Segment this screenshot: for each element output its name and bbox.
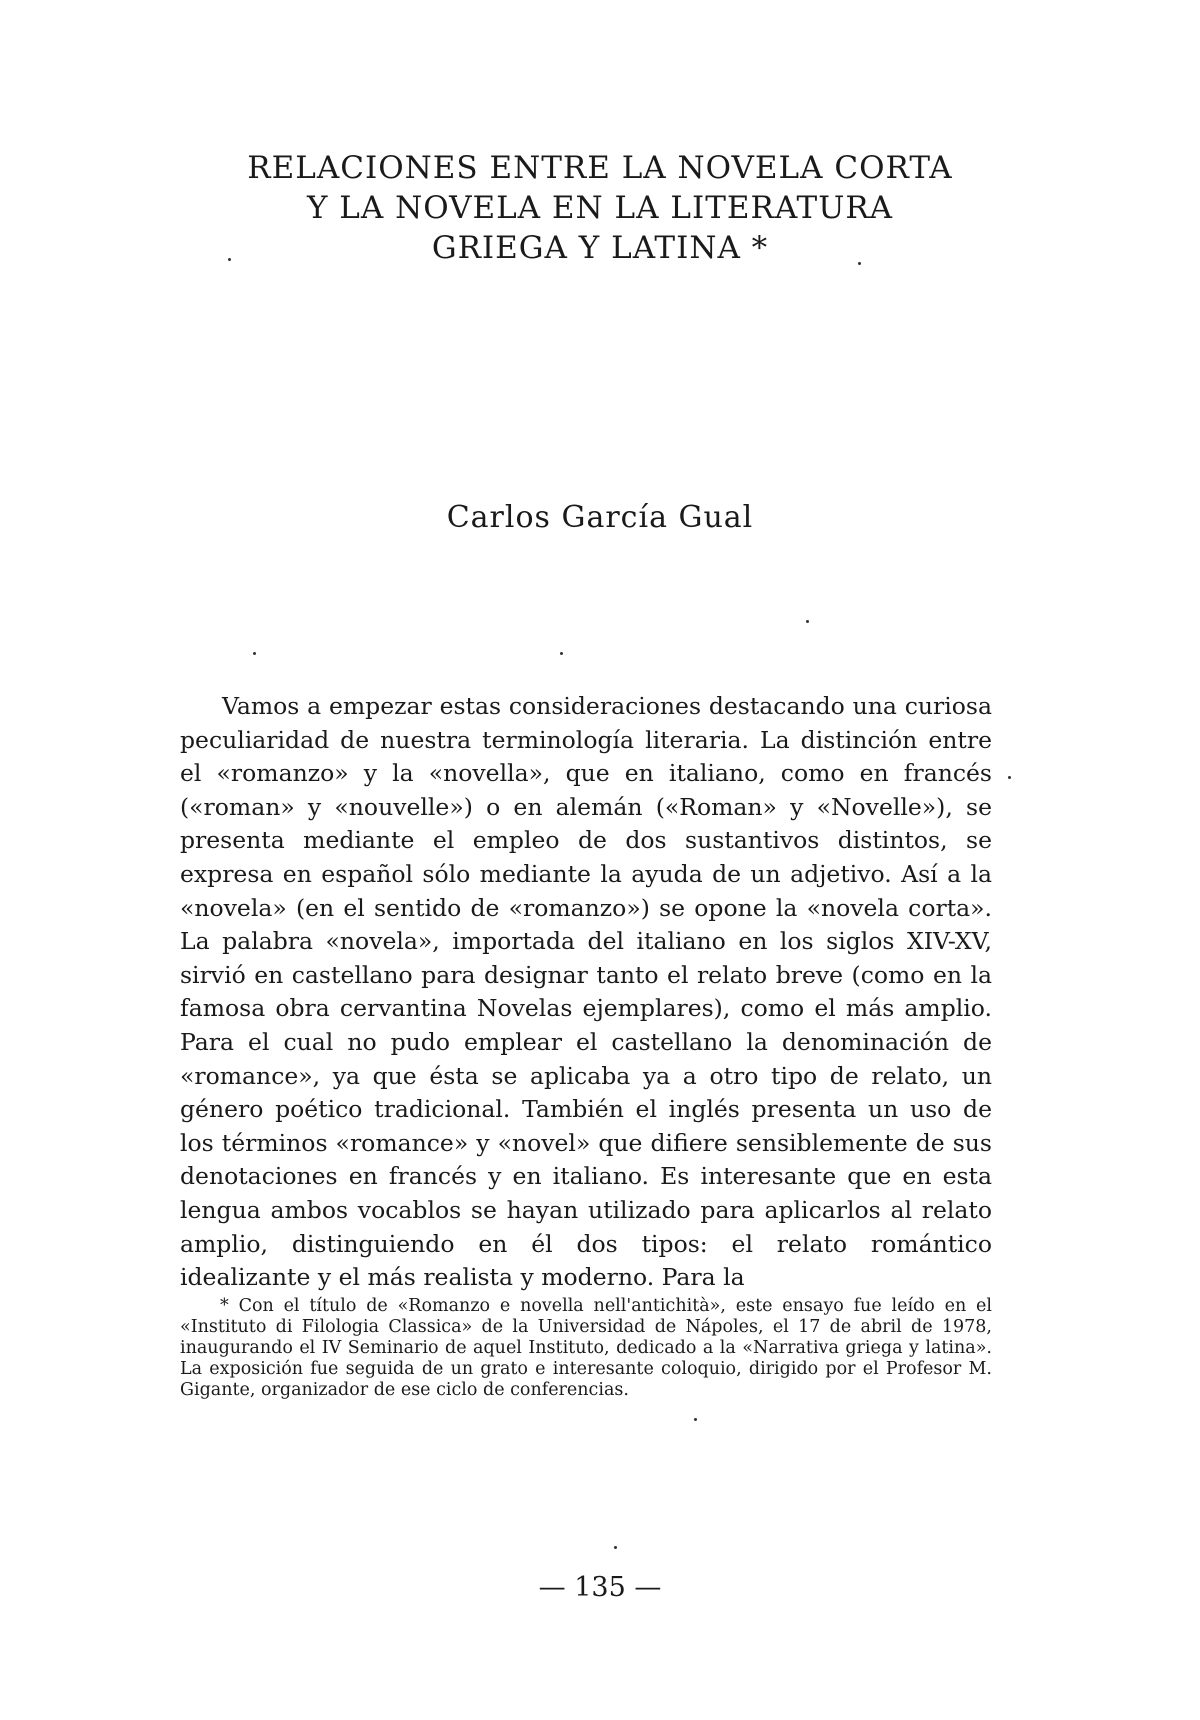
body-text [180, 690, 992, 1295]
footnote-text: * Con el título de «Romanzo e novella nell'antichità», este ensayo fue leído en el «Instituto di Filologia Classica» de la Universidad de Nápoles, el 17 de abril de 1978, inaugurando el IV Seminario de aquel Instituto, dedicado a la «Narrativa griega y latina». La exposición fue seguida de un grato e interesante coloquio, dirigido por el Profesor M. Gigante, organizador de ese ciclo de conferencias. [180, 1296, 992, 1400]
scan-speck [858, 262, 861, 265]
title-line-1: RELACIONES ENTRE LA NOVELA CORTA [247, 150, 953, 186]
article-title [0, 148, 1200, 268]
title-line-2: Y LA NOVELA EN LA LITERATURA [306, 190, 894, 226]
scan-speck [1008, 776, 1011, 779]
scan-speck [614, 1546, 617, 1549]
scan-speck [694, 1418, 697, 1421]
scan-speck [228, 258, 231, 261]
scan-speck [806, 620, 809, 623]
body-paragraph: Vamos a empezar estas consideraciones destacando una curiosa peculiaridad de nuestra terminología literaria. La distinción entre el «romanzo» y la «novella», que en italiano, como en francés («roman» y «nouvelle») o en alemán («Roman» y «Novelle»), se presenta mediante el empleo de dos sustantivos distintos, se expresa en español sólo mediante la ayuda de un adjetivo. Así a la «novela» (en el sentido de «romanzo») se opone la «novela corta». La palabra «novela», importada del italiano en los siglos XIV-XV, sirvió en castellano para designar tanto el relato breve (como en la famosa obra cervantina Novelas ejemplares), como el más amplio. Para el cual no pudo emplear el castellano la denominación de «romance», ya que ésta se aplicaba ya a otro tipo de relato, un género poético tradicional. También el inglés presenta un uso de los términos «romance» y «novel» que difiere sensiblemente de sus denotaciones en francés y en italiano. Es interesante que en esta lengua ambos vocablos se hayan utilizado para aplicarlos al relato amplio, distinguiendo en él dos tipos: el relato romántico idealizante y el más realista y moderno. Para la [180, 692, 992, 1292]
scan-speck [253, 652, 256, 655]
page-number: — 135 — [538, 1572, 662, 1603]
footnote [180, 1296, 992, 1401]
title-line-3: GRIEGA Y LATINA * [431, 230, 769, 266]
scan-speck [560, 652, 563, 655]
author-name: Carlos García Gual [446, 500, 754, 535]
